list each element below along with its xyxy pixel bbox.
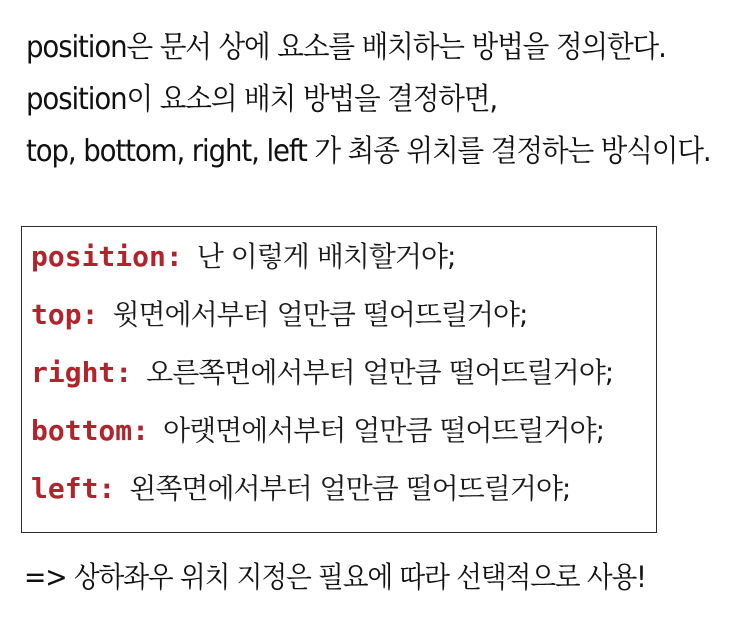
code-example-box xyxy=(21,226,657,533)
code-keyword: top: xyxy=(31,298,99,331)
intro-text-block xyxy=(26,22,741,178)
code-description: 왼쪽면에서부터 얼만큼 떨어뜨릴거야; xyxy=(129,472,571,505)
intro-line-2: position이 요소의 배치 방법을 결정하면, xyxy=(26,82,498,117)
intro-line-3: top, bottom, right, left 가 최종 위치를 결정하는 방식이다. xyxy=(26,134,711,169)
code-line-bottom xyxy=(31,409,604,449)
code-description: 난 이렇게 배치할거야; xyxy=(196,240,456,273)
code-description: 윗면에서부터 얼만큼 떨어뜨릴거야; xyxy=(112,298,528,331)
code-description: 오른쪽면에서부터 얼만큼 떨어뜨릴거야; xyxy=(146,356,614,389)
code-line-position xyxy=(31,235,455,275)
code-keyword: position: xyxy=(31,240,183,273)
code-line-right xyxy=(31,351,613,391)
intro-line-1: position은 문서 상에 요소를 배치하는 방법을 정의한다. xyxy=(26,30,666,65)
code-keyword: bottom: xyxy=(31,414,150,447)
code-keyword: right: xyxy=(31,356,133,389)
code-keyword: left: xyxy=(31,472,116,505)
code-description: 아랫면에서부터 얼만큼 떨어뜨릴거야; xyxy=(163,414,605,447)
code-line-top xyxy=(31,293,527,333)
code-line-left xyxy=(31,467,570,507)
summary-note: => 상하좌우 위치 지정은 필요에 따라 선택적으로 사용! xyxy=(24,560,646,594)
